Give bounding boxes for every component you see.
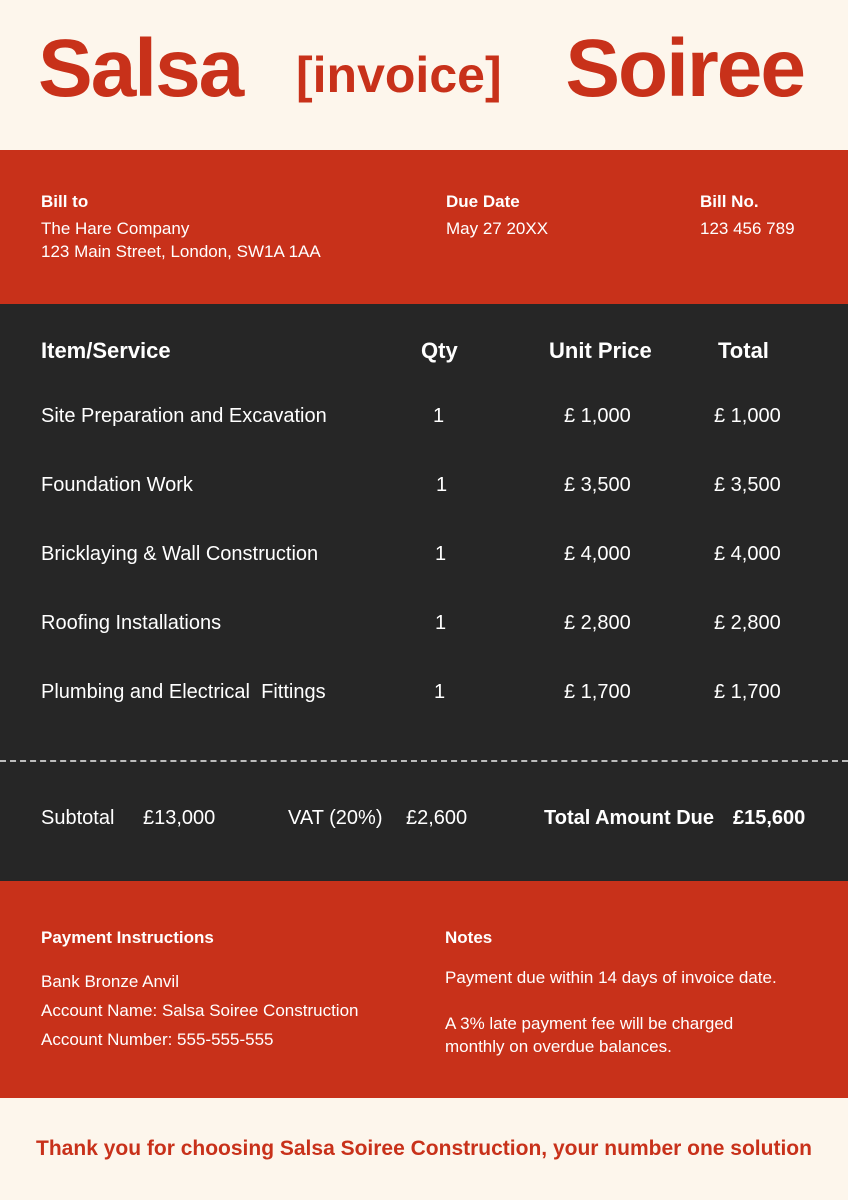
row-item: Roofing Installations <box>41 612 222 634</box>
total-due-label: Total Amount Due <box>544 807 714 829</box>
payment-notes-section <box>0 881 848 1098</box>
payment-instructions-label: Payment Instructions <box>41 928 214 947</box>
row-item: Foundation Work <box>41 474 193 496</box>
subtotal-label: Subtotal <box>41 807 115 829</box>
due-date-value: May 27 20XX <box>446 219 549 238</box>
bank-name: Bank Bronze Anvil <box>41 972 179 991</box>
row-item: Site Preparation and Excavation <box>41 405 327 427</box>
row-total: £ 1,700 <box>714 681 781 703</box>
subtotal-value: £13,000 <box>143 807 216 829</box>
thank-you-message: Thank you for choosing Salsa Soiree Construction, your number one solution <box>36 1137 812 1160</box>
bill-to-label: Bill to <box>41 192 89 211</box>
row-qty: 1 <box>435 543 447 565</box>
due-date-label: Due Date <box>446 192 520 211</box>
column-header-item: Item/Service <box>41 338 171 363</box>
brand-name-right: Soiree <box>565 23 804 114</box>
invoice-header <box>0 0 848 150</box>
footer <box>0 1098 848 1200</box>
row-total: £ 3,500 <box>714 474 781 496</box>
brand-name-left: Salsa <box>38 23 243 114</box>
dashed-divider <box>0 760 848 762</box>
items-table <box>0 304 848 881</box>
row-qty: 1 <box>436 474 448 496</box>
row-unit-price: £ 2,800 <box>564 612 631 634</box>
row-qty: 1 <box>435 612 447 634</box>
row-qty: 1 <box>434 681 446 703</box>
row-total: £ 4,000 <box>714 543 781 565</box>
account-name: Account Name: Salsa Soiree Construction <box>41 1001 359 1020</box>
row-unit-price: £ 3,500 <box>564 474 631 496</box>
account-number: Account Number: 555-555-555 <box>41 1030 274 1049</box>
vat-value: £2,600 <box>406 807 468 829</box>
row-unit-price: £ 1,700 <box>564 681 631 703</box>
row-total: £ 2,800 <box>714 612 781 634</box>
row-item: Bricklaying & Wall Construction <box>41 543 319 565</box>
bill-to-address: 123 Main Street, London, SW1A 1AA <box>41 242 321 261</box>
bill-no-label: Bill No. <box>700 192 759 211</box>
bill-no-value: 123 456 789 <box>700 219 795 238</box>
notes-label: Notes <box>445 928 493 947</box>
total-due-value: £15,600 <box>733 807 806 829</box>
row-unit-price: £ 1,000 <box>564 405 631 427</box>
column-header-total: Total <box>718 338 769 363</box>
bill-to-name: The Hare Company <box>41 219 190 238</box>
column-header-unit-price: Unit Price <box>549 338 652 363</box>
column-header-qty: Qty <box>421 338 458 363</box>
vat-label: VAT (20%) <box>288 807 383 829</box>
row-unit-price: £ 4,000 <box>564 543 631 565</box>
row-item: Plumbing and Electrical Fittings <box>41 681 326 703</box>
notes-line-2: A 3% late payment fee will be charged monthly on overdue balances. <box>445 1014 734 1056</box>
row-total: £ 1,000 <box>714 405 781 427</box>
notes-line-1: Payment due within 14 days of invoice date. <box>445 968 777 987</box>
row-qty: 1 <box>433 405 445 427</box>
billing-section <box>0 150 848 304</box>
document-type-tag: [invoice] <box>296 47 502 103</box>
